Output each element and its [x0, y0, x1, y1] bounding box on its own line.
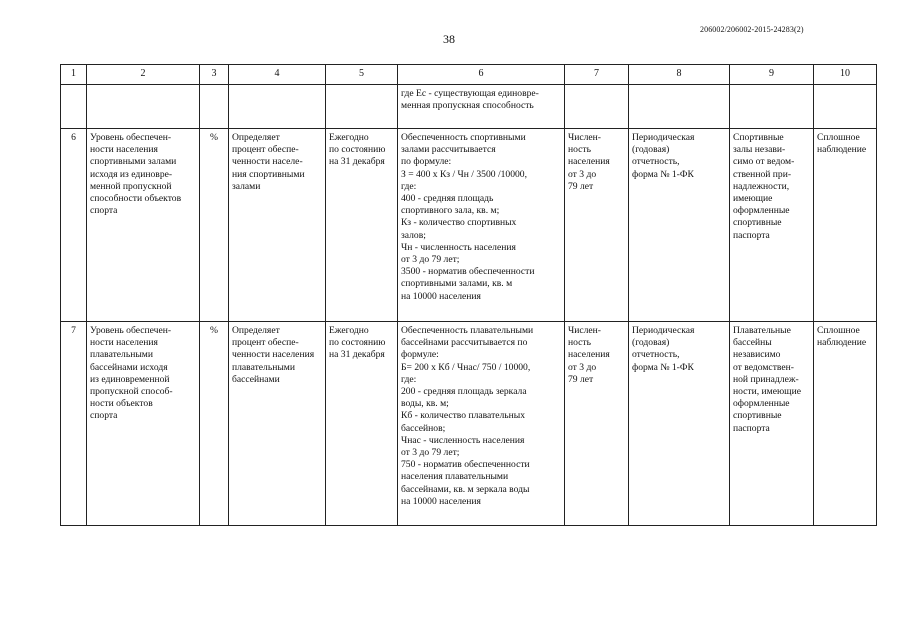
table-cell [229, 85, 326, 129]
column-number: 9 [730, 65, 814, 85]
document-id: 206002/206002-2015-24283(2) [700, 25, 804, 34]
table-row [61, 85, 877, 129]
data-source: Периодическая (годовая) отчетность, форма № 1-ФК [629, 322, 730, 526]
column-number: 1 [61, 65, 87, 85]
formula: Обеспеченность спортивными залами рассчитывается по формуле: З = 400 х Кз / Чн / 3500 /10000, где: 400 - средняя площадь спортивного зала, кв. м; Кз - количество спортивных залов; Чн - численность населения от 3 до 79 лет; 3500 - норматив обеспеченности спортивными залами, кв. м на 10000 населения [398, 129, 565, 322]
indicator-name: Уровень обеспечен- ности населения спортивными залами исходя из единовре- менной пропускной способности объектов спорта [87, 129, 200, 322]
column-number-row [61, 65, 877, 85]
formula: Обеспеченность плавательными бассейнами рассчитывается по формуле: Б= 200 х Кб / Чнас/ 750 / 10000, где: 200 - средняя площадь зеркала воды, кв. м; Кб - количество плавательных бассейнов; Чнас - численность населения от 3 до 79 лет; 750 - норматив обеспеченности населения плавательными бассейнами, кв. м зеркала воды на 10000 населения [398, 322, 565, 526]
table-cell [629, 85, 730, 129]
table-cell [565, 85, 629, 129]
column-number: 3 [200, 65, 229, 85]
row-number: 7 [61, 322, 87, 526]
respondents: Плавательные бассейны независимо от ведомствен- ной принадлеж- ности, имеющие оформленные спортивные паспорта [730, 322, 814, 526]
column-number: 4 [229, 65, 326, 85]
table-cell [814, 85, 877, 129]
coverage: Сплошное наблюдение [814, 322, 877, 526]
column-number: 7 [565, 65, 629, 85]
table-cell [730, 85, 814, 129]
column-number: 6 [398, 65, 565, 85]
column-number: 2 [87, 65, 200, 85]
row-number: 6 [61, 129, 87, 322]
table-row [61, 129, 877, 322]
data-source: Периодическая (годовая) отчетность, форма № 1-ФК [629, 129, 730, 322]
base-indicators: Числен- ность населения от 3 до 79 лет [565, 322, 629, 526]
formula-continuation: где Ес - существующая единовре- менная пропускная способность [398, 85, 565, 129]
definition: Определяет процент обеспе- ченности населе- ния спортивными залами [229, 129, 326, 322]
column-number: 10 [814, 65, 877, 85]
coverage: Сплошное наблюдение [814, 129, 877, 322]
column-number: 5 [326, 65, 398, 85]
respondents: Спортивные залы незави- симо от ведом- ственной при- надлежности, имеющие оформленные спортивные паспорта [730, 129, 814, 322]
page-number: 38 [443, 32, 455, 46]
table-cell [61, 85, 87, 129]
table-row [61, 322, 877, 526]
periodicity: Ежегодно по состоянию на 31 декабря [326, 322, 398, 526]
indicators-table [60, 64, 877, 526]
base-indicators: Числен- ность населения от 3 до 79 лет [565, 129, 629, 322]
unit: % [200, 129, 229, 322]
unit: % [200, 322, 229, 526]
definition: Определяет процент обеспе- ченности населения плавательными бассейнами [229, 322, 326, 526]
table-cell [87, 85, 200, 129]
indicator-name: Уровень обеспечен- ности населения плавательными бассейнами исходя из единовременной пропускной способ- ности объектов спорта [87, 322, 200, 526]
periodicity: Ежегодно по состоянию на 31 декабря [326, 129, 398, 322]
table-cell [200, 85, 229, 129]
column-number: 8 [629, 65, 730, 85]
table-cell [326, 85, 398, 129]
